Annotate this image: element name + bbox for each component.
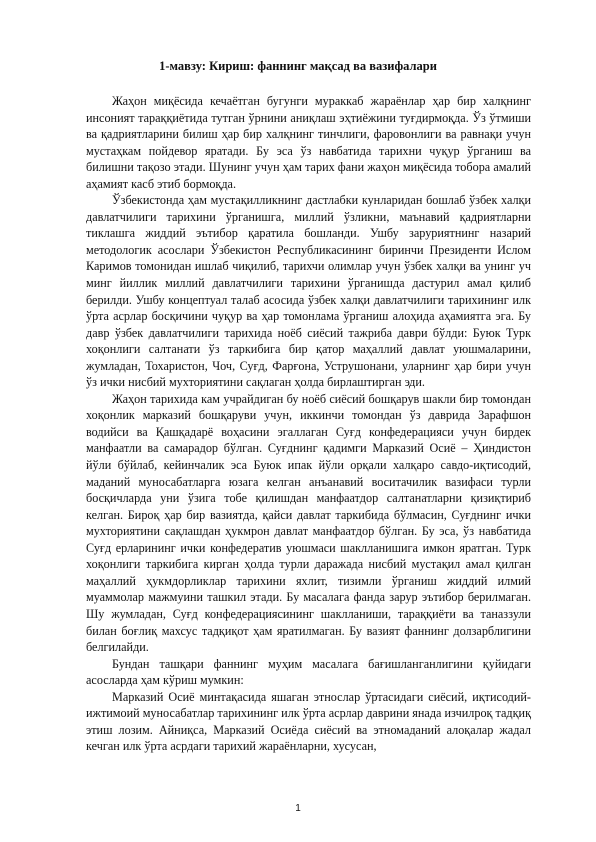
page-number: 1 <box>295 803 301 814</box>
paragraph-1: Жаҳон миқёсида кечаётган бугунги мураккаб жараёнлар ҳар бир халқнинг инсоният тараққиётида тутган ўрнини аниқлаш эҳтиёжини туғдирмоқда. Ўз ўтмиши ва қадриятларини билиш ҳар бир халқнинг тинчлиги, фаровонлиги ва равнақи учун мустаҳкам пойдевор яратади. Бу эса ўз навбатида тарихни чуқур ўрганиш ва билишни тақозо этади. Шунинг учун ҳам тарих фани жаҳон миқёсида тобора амалий аҳамият касб этиб бормоқда. <box>86 94 531 191</box>
document-body <box>86 93 531 755</box>
paragraph-3: Жаҳон тарихида кам учрайдиган бу ноёб сиёсий бошқарув шакли бир томондан хоқонлик марказий бошқаруви учун, иккинчи томондан ўз даврида Зарафшон водийси ва Қашқадарё воҳасини эгаллаган Суғд конфедерацияси учун бирдек манфаатли ва самарадор бўлган. Суғднинг қадимги Марказий Осиё – Ҳиндистон йўли бўйлаб, кейинчалик эса Буюк ипак йўли орқали халқаро савдо-иқтисодий, маданий муносабатларга юзага келган анъанавий воситачилик вазифаси турли босқичларда уни ўзига тобе қилишдан манфаатдор салтанатларни қизиқтириб келган. Бироқ ҳар бир вазиятда, қайси давлат таркибида бўлмасин, Суғднинг ички мухториятини сақлашдан ҳукмрон давлат манфаатдор бўлган. Бу эса, ўз навбатида Суғд ерларининг ички конфедератив уюшмаси шаклланишига имкон яратган. Турк хоқонлиги таркибига кирган ҳолда турли даражада нисбий мустақил амал қилган маҳаллий ҳукмдорликлар тарихини яхлит, тизимли ўрганиш жиддий илмий муаммолар мажмуини ташкил этади. Бу масалага фанда зарур эътибор берилмаган. Шу жумладан, Суғд конфедерациясининг шаклланиши, тараққиёти ва таназзули билан боғлиқ махсус тадқиқот ҳам яратилмаган. Бу вазият фаннинг долзарблигини белгилайди. <box>86 391 531 655</box>
page-title: 1-мавзу: Кириш: фаннинг мақсад ва вазифалари <box>159 59 437 73</box>
paragraph-5: Марказий Осиё минтақасида яшаган этнослар ўртасидаги сиёсий, иқтисодий-ижтимоий муносабатлар тарихининг илк ўрта асрлар даврини янада изчилроқ тадқиқ этиш лозим. Айниқса, Марказий Осиёда сиёсий ва этномаданий алоқалар жадал кечган илк ўрта асрдаги тарихий жараёнларни, хусусан, <box>86 689 531 754</box>
paragraph-4: Бундан ташқари фаннинг муҳим масалага бағишланганлигини қуйидаги асосларда ҳам кўриш мумкин: <box>86 656 531 688</box>
paragraph-2: Ўзбекистонда ҳам мустақилликнинг дастлабки кунларидан бошлаб ўзбек халқи давлатчилиги тарихини ўрганишга, миллий ўзликни, маънавий қадриятларни тиклашга жиддий эътибор қаратила бошланди. Ушбу заруриятнинг назарий методологик асослари Ўзбекистон Республикасининг биринчи Президенти Ислом Каримов томонидан ишлаб чиқилиб, тарихчи олимлар учун ўзбек халқи ва унинг уч минг йиллик миллий давлатчилиги тарихини ўрганишда дастурил амал қилиб берилди. Ушбу концептуал талаб асосида ўзбек халқи давлатчилиги тарихининг илк ўрта асрлар босқичини чуқур ва ҳар томонлама ўрганиш алоҳида аҳамиятга эга. Бу давр ўзбек давлатчилиги тарихида ноёб сиёсий тажриба даври бўлди: Буюк Турк хоқонлиги салтанати ўз таркибига бир қатор маҳаллий давлат уюшмаларини, жумладан, Тохаристон, Чоч, Суғд, Фарғона, Уструшонани, уларнинг ҳар бири учун ўз ички нисбий мухториятини сақлаган ҳолда бирлаштирган эди. <box>86 193 531 390</box>
